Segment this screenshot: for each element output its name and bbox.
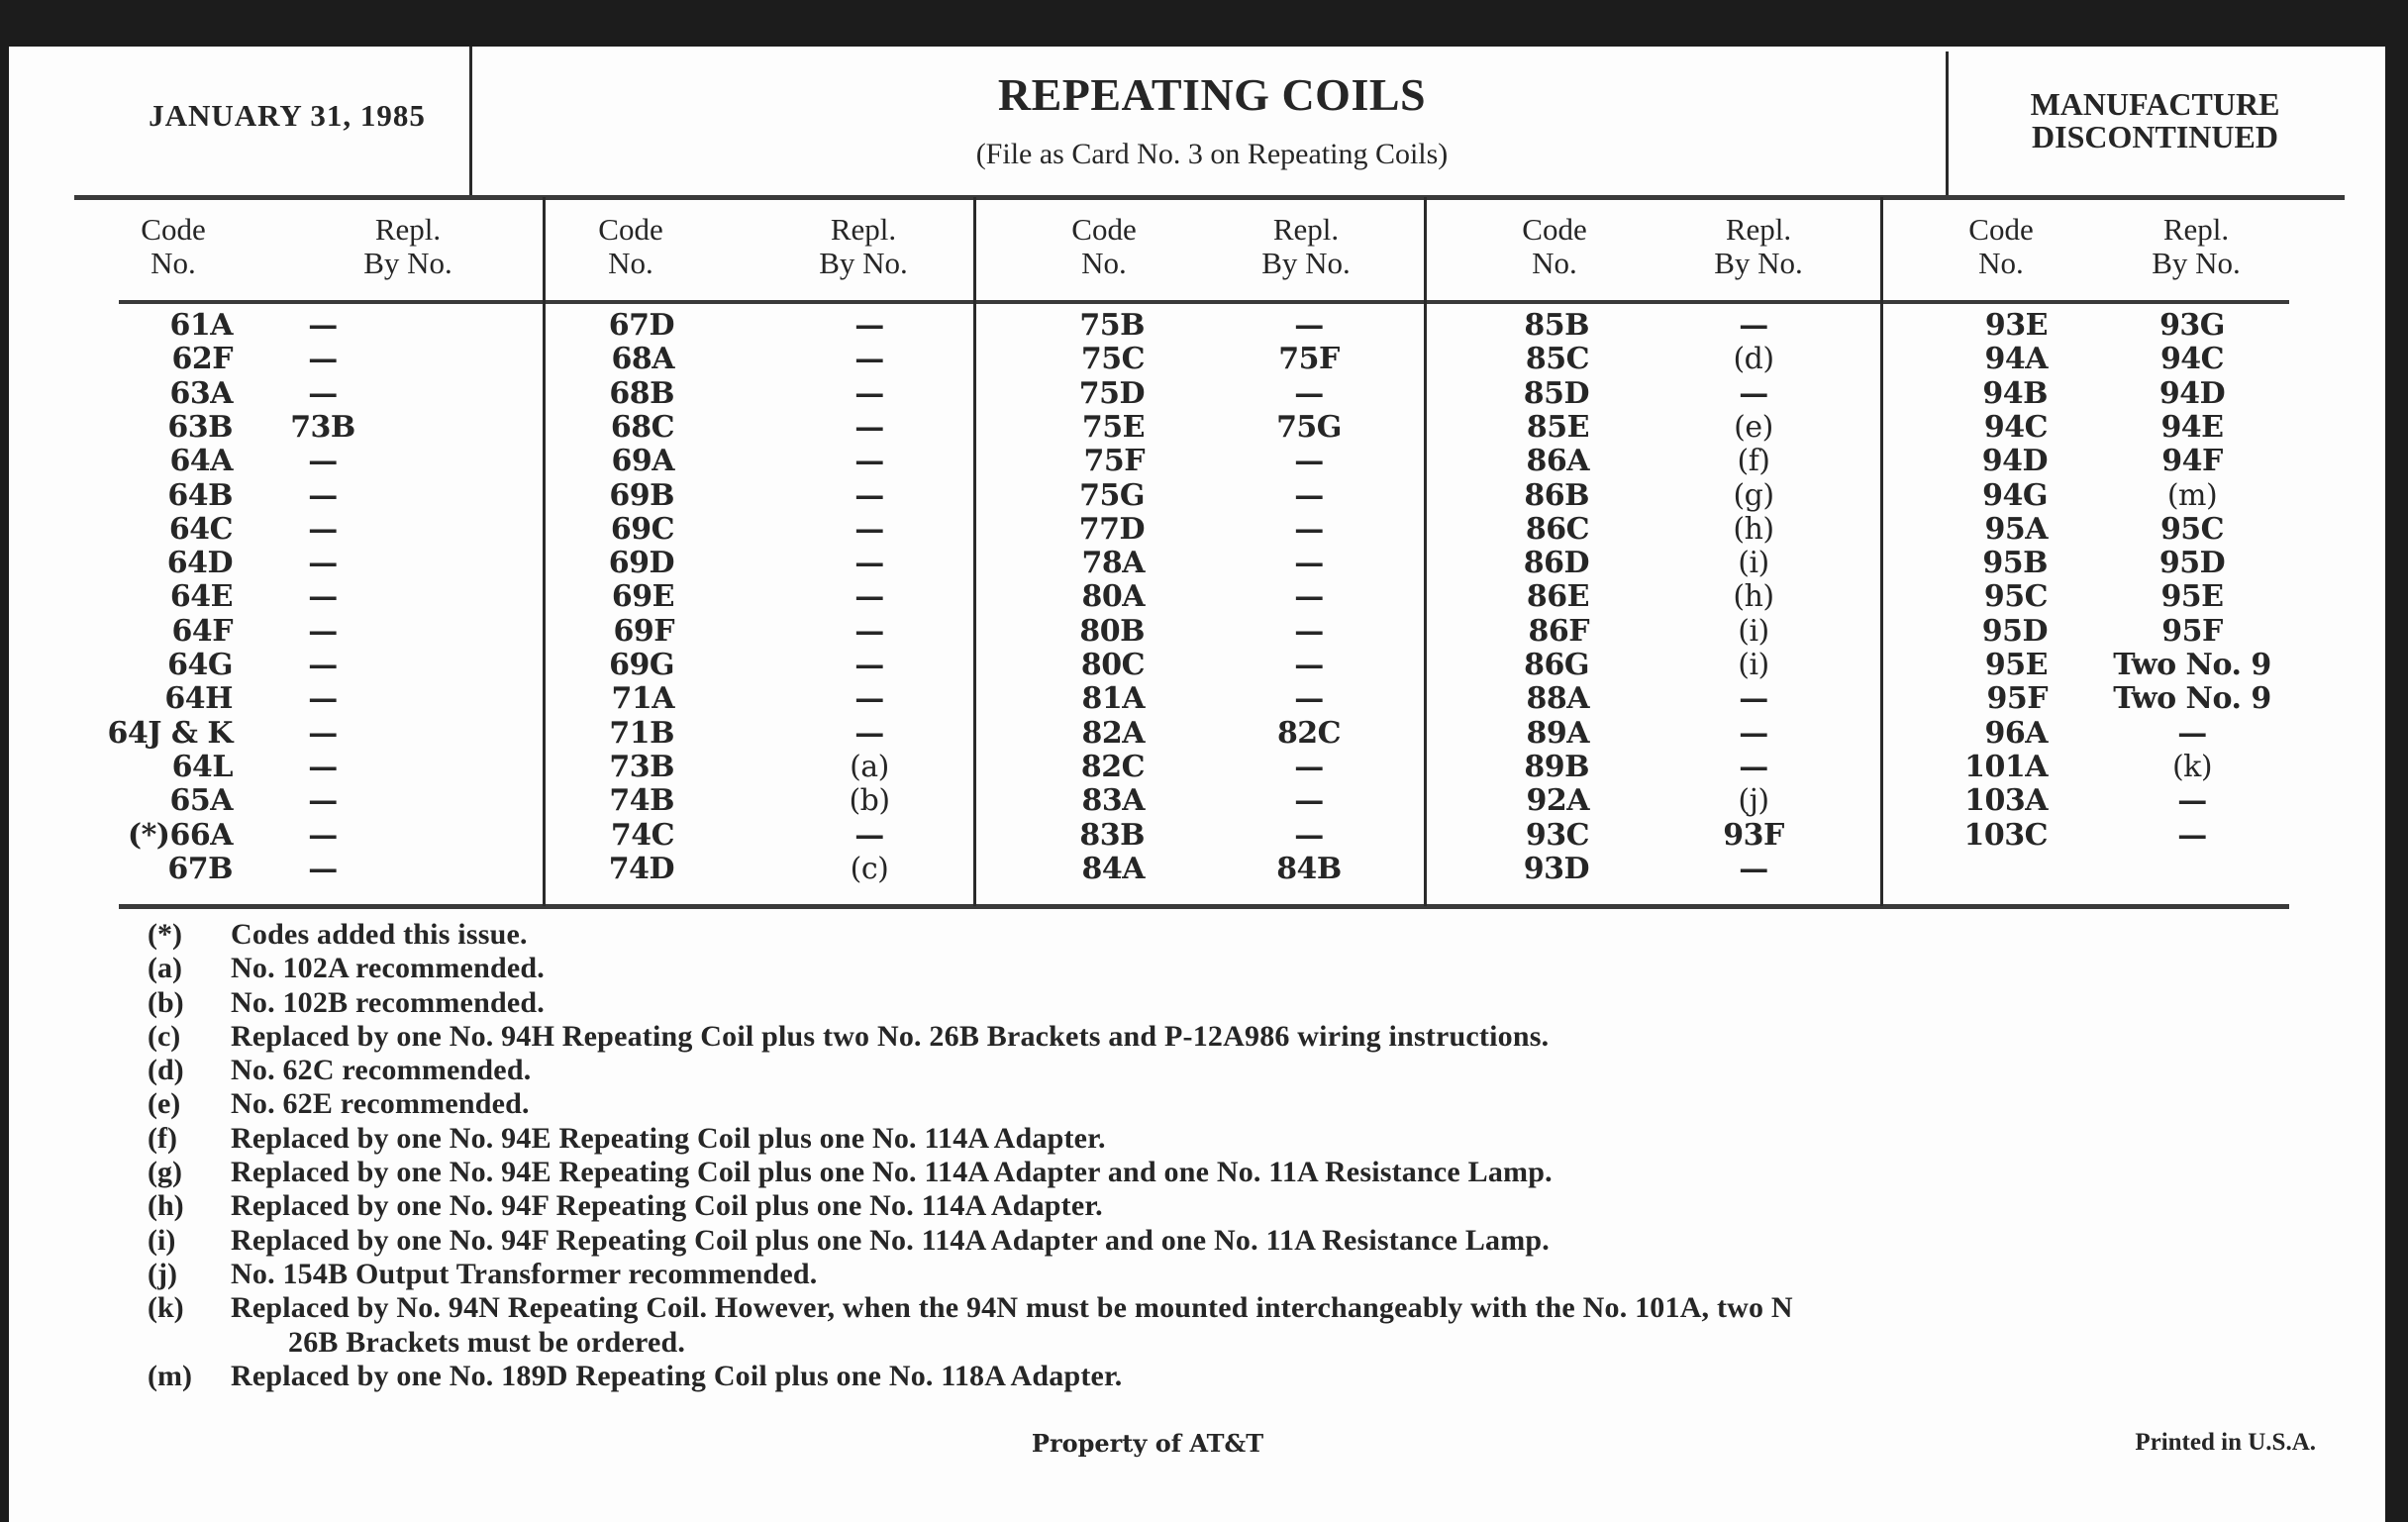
table-cell-code: 63B	[167, 409, 233, 445]
table-cell-code: 75F	[1083, 444, 1145, 479]
footnote-item	[148, 1189, 2326, 1223]
table-cell-replaced-by: —	[308, 342, 338, 377]
table-cell-code: 75B	[1079, 308, 1145, 343]
table-cell-code: 71B	[609, 715, 674, 751]
table-cell-code: 86C	[1525, 511, 1589, 547]
table-cell-code: 78A	[1081, 546, 1145, 581]
table-cell-replaced-by: (i)	[1738, 648, 1769, 682]
header-line: By No.	[819, 246, 908, 280]
table-cell-replaced-by: (e)	[1734, 409, 1773, 445]
footnote-item	[148, 1360, 2326, 1393]
footnote-text	[231, 1189, 1103, 1223]
table-cell-replaced-by: —	[308, 546, 338, 581]
table-cell-code: 83A	[1081, 783, 1145, 819]
table-cell-code: 75E	[1081, 409, 1145, 445]
table-cell-code: 69B	[609, 477, 674, 513]
header-line: By No.	[2152, 246, 2241, 280]
table-cell-code: (*)66A	[127, 817, 233, 853]
table-cell-replaced-by: 82C	[1276, 715, 1342, 751]
table-cell-replaced-by: —	[854, 375, 884, 411]
header-line: Repl.	[1272, 212, 1340, 247]
column-header-replaced-by	[1217, 213, 1395, 280]
footnote-marker: (e)	[148, 1087, 181, 1121]
table-cell-code: 67B	[167, 851, 233, 886]
table-cell-replaced-by: 94D	[2158, 375, 2226, 411]
table-cell-replaced-by: 75F	[1278, 342, 1340, 377]
table-cell-replaced-by: —	[854, 444, 884, 479]
table-cell-replaced-by: (a)	[850, 749, 889, 784]
table-cell-replaced-by: —	[1294, 477, 1324, 513]
column-header-replaced-by	[774, 213, 953, 280]
table-cell-code: 93C	[1525, 817, 1589, 853]
table-cell-replaced-by: —	[308, 375, 338, 411]
table-cell-code: 103A	[1964, 783, 2048, 819]
table-cell-replaced-by: —	[1294, 444, 1324, 479]
column-header-replaced-by	[2107, 213, 2285, 280]
footnote-item	[148, 952, 2326, 985]
table-cell-code: 101A	[1964, 749, 2048, 784]
table-cell-replaced-by: (d)	[1733, 342, 1774, 377]
table-cell-code: 63A	[169, 375, 233, 411]
footnote-text-line: No. 62C recommended.	[231, 1054, 532, 1087]
header-line: Repl.	[830, 212, 897, 247]
table-cell-code: 64E	[169, 579, 233, 615]
reference-card	[9, 47, 2385, 1522]
table-cell-replaced-by: —	[308, 749, 338, 784]
footnote-text	[231, 1360, 1123, 1393]
table-cell-code: 64B	[167, 477, 233, 513]
table-cell-replaced-by: —	[854, 817, 884, 853]
table-cell-replaced-by: —	[1294, 648, 1324, 682]
table-cell-replaced-by: —	[854, 613, 884, 649]
table-cell-code: 62F	[171, 342, 233, 377]
table-cell-code: 85D	[1523, 375, 1589, 411]
table-cell-replaced-by: —	[308, 715, 338, 751]
table-cell-replaced-by: —	[308, 783, 338, 819]
table-cell-replaced-by: 94E	[2160, 409, 2224, 445]
header-line: Code	[1522, 212, 1587, 247]
footnote-item	[148, 1054, 2326, 1087]
footnote-text	[231, 1224, 1550, 1258]
footnote-item	[148, 1224, 2326, 1258]
table-cell-replaced-by: —	[308, 648, 338, 682]
table-cell-replaced-by: 94F	[2161, 444, 2223, 479]
footnote-text-line: Replaced by No. 94N Repeating Coil. However, when the 94N must be mounted interchangeably with the No. 101A, two N	[231, 1291, 1793, 1325]
footnote-text-line: No. 102B recommended.	[231, 985, 545, 1019]
footnote-marker: (m)	[148, 1359, 192, 1392]
table-cell-replaced-by: —	[1294, 579, 1324, 615]
footnote-text	[231, 1054, 531, 1087]
table-cell-code: 85E	[1526, 409, 1589, 445]
table-cell-code: 93E	[1984, 308, 2048, 343]
table-cell-replaced-by: —	[854, 477, 884, 513]
table-cell-replaced-by: —	[1294, 783, 1324, 819]
footnote-text-line: Replaced by one No. 189D Repeating Coil plus one No. 118A Adapter.	[231, 1359, 1123, 1392]
header-line: No.	[150, 246, 196, 280]
footnote-text-line: Replaced by one No. 94E Repeating Coil plus one No. 114A Adapter.	[231, 1121, 1106, 1155]
header-line: Repl.	[374, 212, 442, 247]
footnote-text-line: No. 154B Output Transformer recommended.	[231, 1257, 818, 1290]
table-cell-replaced-by: (h)	[1733, 579, 1774, 615]
table-cell-code: 94B	[1982, 375, 2048, 411]
table-cell-code: 64J & K	[107, 715, 233, 751]
table-cell-replaced-by: —	[854, 579, 884, 615]
table-cell-code: 84A	[1081, 851, 1145, 886]
table-cell-replaced-by: 95C	[2159, 511, 2225, 547]
table-cell-code: 82A	[1081, 715, 1145, 751]
table-cell-replaced-by: 95E	[2160, 579, 2224, 615]
table-cell-replaced-by: —	[1294, 375, 1324, 411]
table-cell-replaced-by: —	[308, 308, 338, 343]
header-line: No.	[608, 246, 653, 280]
table-cell-replaced-by: (m)	[2166, 477, 2218, 513]
table-cell-replaced-by: —	[2177, 783, 2207, 819]
table-cell-code: 83B	[1079, 817, 1145, 853]
column-header-code	[1922, 213, 2080, 280]
table-cell-replaced-by: 73B	[290, 409, 355, 445]
table-cell-code: 74B	[609, 783, 674, 819]
printed-notice: Printed in U.S.A.	[2135, 1429, 2316, 1456]
table-cell-replaced-by: —	[854, 308, 884, 343]
footnote-marker: (f)	[148, 1121, 177, 1155]
column-header-code	[1025, 213, 1183, 280]
table-cell-replaced-by: (i)	[1738, 613, 1769, 649]
column-header-code	[94, 213, 252, 280]
table-cell-replaced-by: —	[1739, 851, 1768, 886]
table-cell-code: 86D	[1523, 546, 1589, 581]
column-header-replaced-by	[1669, 213, 1848, 280]
footnote-item	[148, 1258, 2326, 1291]
table-cell-replaced-by: —	[1739, 375, 1768, 411]
table-cell-code: 69A	[611, 444, 674, 479]
header-line: Code	[1071, 212, 1137, 247]
table-cell-replaced-by: —	[1294, 817, 1324, 853]
footnote-item	[148, 1020, 2326, 1054]
table-cell-code: 74C	[610, 817, 674, 853]
table-cell-replaced-by: 95D	[2158, 546, 2226, 581]
table-cell-code: 92A	[1526, 783, 1589, 819]
footnote-text-line: Codes added this issue.	[231, 918, 528, 951]
table-cell-replaced-by: —	[854, 681, 884, 717]
table-cell-replaced-by: 93G	[2159, 308, 2225, 343]
footnote-text	[231, 1291, 1793, 1360]
table-cell-replaced-by: Two No. 9	[2113, 648, 2271, 682]
table-cell-replaced-by: —	[854, 715, 884, 751]
table-cell-code: 64C	[168, 511, 233, 547]
table-cell-code: 85C	[1525, 342, 1589, 377]
table-cell-code: 89B	[1524, 749, 1589, 784]
table-cell-replaced-by: (b)	[849, 783, 890, 819]
footnote-text-line: Replaced by one No. 94F Repeating Coil plus one No. 114A Adapter and one No. 11A Resistance Lamp.	[231, 1223, 1551, 1257]
table-cell-replaced-by: —	[854, 648, 884, 682]
table-cell-replaced-by: —	[308, 579, 338, 615]
table-cell-code: 69F	[613, 613, 674, 649]
table-cell-replaced-by: 75G	[1276, 409, 1342, 445]
footnote-text-line: Replaced by one No. 94H Repeating Coil plus two No. 26B Brackets and P-12A986 wiring instructions.	[231, 1019, 1550, 1053]
table-cell-code: 69C	[610, 511, 674, 547]
table-cell-code: 61A	[169, 308, 233, 343]
footnote-text	[231, 918, 528, 952]
header-line: By No.	[1261, 246, 1351, 280]
table-cell-replaced-by: —	[308, 477, 338, 513]
footnotes-list	[148, 918, 2326, 1393]
footnote-marker: (d)	[148, 1054, 184, 1087]
footnote-text-line: No. 102A recommended.	[231, 952, 545, 985]
table-cell-code: 86A	[1526, 444, 1589, 479]
table-cell-code: 94D	[1981, 444, 2048, 479]
table-cell-replaced-by: (f)	[1737, 444, 1770, 479]
table-cell-replaced-by: —	[1294, 546, 1324, 581]
table-cell-replaced-by: (j)	[1738, 783, 1769, 819]
table-cell-code: 67D	[608, 308, 674, 343]
table-cell-code: 95D	[1981, 613, 2048, 649]
footnote-text	[231, 1020, 1549, 1054]
table-cell-code: 64L	[171, 749, 233, 784]
footnote-text	[231, 1087, 530, 1121]
table-cell-replaced-by: —	[308, 613, 338, 649]
table-cell-code: 86F	[1528, 613, 1589, 649]
status-line-1: MANUFACTURE	[2030, 86, 2280, 122]
table-cell-code: 80A	[1081, 579, 1145, 615]
header-line: Code	[1968, 212, 2034, 247]
header-line: Code	[598, 212, 663, 247]
footnote-marker: (a)	[148, 952, 182, 985]
column-header-code	[552, 213, 710, 280]
page-subtitle: (File as Card No. 3 on Repeating Coils)	[975, 138, 1449, 170]
column-header-replaced-by	[319, 213, 497, 280]
footnote-marker: (j)	[148, 1257, 177, 1290]
table-cell-code: 75G	[1079, 477, 1145, 513]
footnote-item	[148, 1156, 2326, 1189]
table-cell-replaced-by: 93F	[1723, 817, 1784, 853]
table-cell-code: 69D	[608, 546, 674, 581]
table-cell-replaced-by: —	[854, 409, 884, 445]
table-cell-replaced-by: 94C	[2159, 342, 2225, 377]
table-cell-code: 64D	[166, 546, 233, 581]
footnote-text	[231, 1122, 1106, 1156]
table-cell-code: 64G	[167, 648, 233, 682]
table-cell-code: 86B	[1524, 477, 1589, 513]
table-cell-replaced-by: —	[1294, 749, 1324, 784]
footnote-item	[148, 1122, 2326, 1156]
footnote-item	[148, 986, 2326, 1020]
table-cell-code: 74D	[608, 851, 674, 886]
table-cell-code: 65A	[169, 783, 233, 819]
header-rule	[74, 195, 2345, 200]
table-cell-code: 95F	[1986, 681, 2048, 717]
header-line: Repl.	[2162, 212, 2230, 247]
header-line: No.	[1978, 246, 2024, 280]
table-cell-replaced-by: Two No. 9	[2113, 681, 2271, 717]
table-cell-code: 96A	[1984, 715, 2048, 751]
table-cell-code: 75D	[1078, 375, 1145, 411]
footnote-item	[148, 1087, 2326, 1121]
footnote-item	[148, 918, 2326, 952]
footnote-marker: (c)	[148, 1019, 181, 1053]
table-cell-code: 82C	[1080, 749, 1145, 784]
table-cell-code: 95A	[1984, 511, 2048, 547]
table-cell-code: 69E	[611, 579, 674, 615]
table-cell-code: 93D	[1523, 851, 1589, 886]
table-cell-replaced-by: —	[1294, 681, 1324, 717]
table-cell-code: 68C	[610, 409, 674, 445]
table-cell-code: 64F	[171, 613, 233, 649]
footnote-item	[148, 1291, 2326, 1360]
table-cell-code: 73B	[609, 749, 674, 784]
table-cell-code: 64H	[164, 681, 233, 717]
table-cell-code: 94G	[1982, 477, 2048, 513]
status-line-2: DISCONTINUED	[2032, 119, 2278, 154]
table-cell-replaced-by: —	[308, 817, 338, 853]
property-notice: Property of AT&T	[1031, 1429, 1264, 1458]
table-cell-replaced-by: —	[1739, 681, 1768, 717]
footnote-text-line: Replaced by one No. 94E Repeating Coil plus one No. 114A Adapter and one No. 11A Resistance Lamp.	[231, 1156, 1553, 1189]
table-cell-code: 75C	[1080, 342, 1145, 377]
table-cell-code: 68B	[609, 375, 674, 411]
footnote-text	[231, 986, 545, 1020]
table-cell-replaced-by: (k)	[2171, 749, 2213, 784]
table-cell-code: 95C	[1983, 579, 2048, 615]
table-cell-replaced-by: —	[854, 511, 884, 547]
table-cell-replaced-by: —	[2177, 715, 2207, 751]
issue-date: JANUARY 31, 1985	[149, 98, 426, 133]
table-cell-replaced-by: —	[1739, 715, 1768, 751]
footnote-continuation: 26B Brackets must be ordered.	[288, 1325, 686, 1359]
table-cell-code: 80B	[1079, 613, 1145, 649]
header-line: No.	[1532, 246, 1577, 280]
table-cell-code: 88A	[1526, 681, 1589, 717]
table-cell-replaced-by: (c)	[850, 851, 889, 886]
table-cell-code: 86G	[1524, 648, 1589, 682]
footnote-text	[231, 1258, 817, 1291]
table-cell-replaced-by: —	[854, 546, 884, 581]
table-cell-replaced-by: (h)	[1733, 511, 1774, 547]
header-line: By No.	[363, 246, 452, 280]
table-cell-code: 94C	[1983, 409, 2048, 445]
table-cell-replaced-by: —	[1294, 613, 1324, 649]
table-cell-code: 95B	[1982, 546, 2048, 581]
footnote-marker: (k)	[148, 1291, 184, 1325]
table-cell-code: 68A	[611, 342, 674, 377]
table-cell-replaced-by: —	[308, 511, 338, 547]
table-cell-code: 95E	[1984, 648, 2048, 682]
page-title: REPEATING COILS	[997, 69, 1427, 120]
footnote-marker: (i)	[148, 1223, 176, 1257]
table-cell-code: 69G	[609, 648, 674, 682]
footnote-text	[231, 952, 545, 985]
column-header-rule	[119, 300, 2289, 304]
table-cell-replaced-by: —	[1739, 308, 1768, 343]
table-cell-replaced-by: (i)	[1738, 546, 1769, 581]
table-cell-code: 94A	[1984, 342, 2048, 377]
table-cell-replaced-by: (g)	[1733, 477, 1774, 513]
table-cell-code: 89A	[1526, 715, 1589, 751]
table-cell-replaced-by: —	[1739, 749, 1768, 784]
footnote-text-line: Replaced by one No. 94F Repeating Coil plus one No. 114A Adapter.	[231, 1189, 1103, 1223]
header-line: By No.	[1714, 246, 1803, 280]
table-cell-code: 64A	[169, 444, 233, 479]
footnote-marker: (b)	[148, 985, 184, 1019]
table-cell-code: 77D	[1078, 511, 1145, 547]
table-cell-replaced-by: —	[308, 444, 338, 479]
footnote-text	[231, 1156, 1553, 1189]
table-cell-code: 86E	[1526, 579, 1589, 615]
table-cell-replaced-by: 95F	[2161, 613, 2223, 649]
header-line: No.	[1081, 246, 1127, 280]
table-cell-replaced-by: —	[308, 681, 338, 717]
table-cell-code: 103C	[1963, 817, 2048, 853]
table-cell-replaced-by: —	[1294, 308, 1324, 343]
table-cell-code: 80C	[1080, 648, 1145, 682]
footnote-marker: (g)	[148, 1156, 182, 1189]
footnote-marker: (*)	[148, 918, 182, 951]
table-cell-replaced-by: —	[854, 342, 884, 377]
footnote-text-line: No. 62E recommended.	[231, 1087, 530, 1121]
footnote-marker: (h)	[148, 1189, 184, 1223]
header-line: Repl.	[1725, 212, 1792, 247]
header-line: Code	[141, 212, 206, 247]
table-cell-code: 71A	[611, 681, 674, 717]
status-badge	[1950, 88, 2360, 153]
table-cell-replaced-by: 84B	[1276, 851, 1342, 886]
table-cell-code: 85B	[1524, 308, 1589, 343]
table-bottom-rule	[119, 904, 2289, 909]
table-cell-replaced-by: —	[1294, 511, 1324, 547]
table-cell-replaced-by: —	[2177, 817, 2207, 853]
table-cell-replaced-by: —	[308, 851, 338, 886]
table-cell-code: 81A	[1081, 681, 1145, 717]
column-header-code	[1475, 213, 1634, 280]
